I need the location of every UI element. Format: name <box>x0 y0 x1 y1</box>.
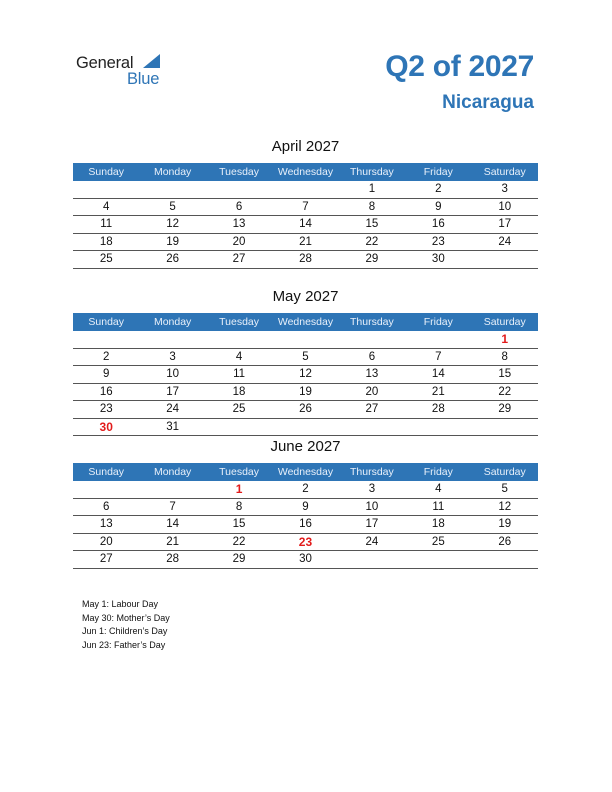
day-cell: 7 <box>169 500 176 513</box>
week-row <box>73 181 538 199</box>
day-cell: 25 <box>99 253 113 265</box>
day-cell: 13 <box>232 218 246 230</box>
empty-day-cell <box>339 331 405 348</box>
month-april <box>73 137 538 269</box>
month-title: April 2027 <box>271 138 340 155</box>
logo-blue-text: Blue <box>127 70 160 88</box>
day-cell: 27 <box>232 253 246 265</box>
logo <box>76 52 176 88</box>
empty-day-cell <box>472 551 538 568</box>
holiday-notes <box>82 598 170 652</box>
day-cell: 11 <box>432 500 445 513</box>
day-cell: 17 <box>166 385 180 398</box>
weekday-saturday: Saturday <box>483 466 526 478</box>
day-cell: 31 <box>166 420 180 433</box>
day-cell: 12 <box>166 218 180 230</box>
month-title: May 2027 <box>272 288 339 305</box>
day-cell: 29 <box>232 553 246 565</box>
holiday-note: Jun 1: Children’s Day <box>82 626 168 636</box>
day-cell: 18 <box>232 385 246 398</box>
day-cell: 17 <box>365 518 379 530</box>
day-cell: 7 <box>302 200 309 213</box>
day-cell: 22 <box>365 235 379 248</box>
weekday-header <box>73 313 538 331</box>
day-cell: 8 <box>501 350 508 363</box>
empty-day-cell <box>272 419 338 436</box>
holiday-note: May 1: Labour Day <box>82 599 159 609</box>
weekday-header <box>73 463 538 481</box>
day-cell: 16 <box>99 385 113 398</box>
day-cell: 30 <box>431 253 445 265</box>
week-row <box>73 349 538 367</box>
day-cell: 28 <box>431 403 445 415</box>
holiday-day-cell: 23 <box>298 534 313 549</box>
weekday-monday: Monday <box>153 166 192 178</box>
day-cell: 3 <box>501 183 508 195</box>
day-cell: 18 <box>431 518 445 530</box>
day-cell: 19 <box>166 235 180 248</box>
empty-day-cell <box>139 331 205 348</box>
weekday-sunday: Sunday <box>88 316 125 328</box>
weekday-tuesday: Tuesday <box>219 466 259 478</box>
day-cell: 14 <box>431 368 445 380</box>
day-cell: 9 <box>435 200 442 213</box>
day-cell: 2 <box>103 350 110 363</box>
day-cell: 9 <box>302 500 309 513</box>
day-cell: 12 <box>498 500 512 513</box>
weekday-sunday: Sunday <box>88 466 125 478</box>
holiday-day-cell: 30 <box>99 419 113 434</box>
empty-day-cell <box>206 419 272 436</box>
day-cell: 4 <box>435 483 442 495</box>
empty-day-cell <box>206 331 272 348</box>
week-row <box>73 251 538 269</box>
day-cell: 14 <box>299 218 312 230</box>
day-cell: 27 <box>99 553 113 565</box>
day-cell: 3 <box>368 483 376 495</box>
day-cell: 13 <box>99 518 113 530</box>
day-cell: 26 <box>498 535 512 548</box>
empty-day-cell <box>472 419 538 436</box>
day-cell: 9 <box>103 368 110 380</box>
day-cell: 28 <box>166 553 180 565</box>
month-title: June 2027 <box>270 438 341 455</box>
day-cell: 20 <box>99 535 113 548</box>
day-cell: 23 <box>99 403 113 415</box>
weekday-tuesday: Tuesday <box>219 316 259 328</box>
day-cell: 21 <box>166 535 180 548</box>
day-cell: 5 <box>501 483 508 495</box>
empty-day-cell <box>339 551 405 568</box>
day-cell: 30 <box>299 553 312 565</box>
empty-day-cell <box>206 181 272 198</box>
day-cell: 24 <box>166 403 180 415</box>
day-cell: 1 <box>368 183 376 195</box>
logo-triangle-icon <box>141 53 161 69</box>
day-cell: 27 <box>365 403 379 415</box>
weekday-wednesday: Wednesday <box>277 466 334 478</box>
day-cell: 28 <box>299 253 312 265</box>
month-grid <box>73 331 538 436</box>
week-row <box>73 481 538 499</box>
page-title: Q2 of 2027 <box>385 50 534 83</box>
weekday-sunday: Sunday <box>88 166 125 178</box>
day-cell: 6 <box>368 350 376 363</box>
day-cell: 22 <box>232 535 246 548</box>
empty-day-cell <box>272 331 338 348</box>
month-june <box>73 437 538 569</box>
empty-day-cell <box>73 481 139 498</box>
logo-general-text: General <box>76 54 134 72</box>
day-cell: 6 <box>103 500 110 513</box>
day-cell: 24 <box>498 235 512 248</box>
weekday-monday: Monday <box>153 316 192 328</box>
day-cell: 21 <box>431 385 445 398</box>
weekday-tuesday: Tuesday <box>219 166 259 178</box>
empty-day-cell <box>73 181 139 198</box>
day-cell: 4 <box>103 200 110 213</box>
day-cell: 11 <box>100 218 113 230</box>
empty-day-cell <box>472 251 538 268</box>
week-row <box>73 499 538 517</box>
day-cell: 23 <box>431 235 445 248</box>
empty-day-cell <box>405 551 471 568</box>
day-cell: 4 <box>235 350 243 363</box>
day-cell: 8 <box>235 500 243 513</box>
day-cell: 20 <box>365 385 379 398</box>
empty-day-cell <box>272 181 338 198</box>
day-cell: 10 <box>166 368 180 380</box>
weekday-friday: Friday <box>423 466 453 478</box>
day-cell: 22 <box>498 385 512 398</box>
week-row <box>73 384 538 402</box>
day-cell: 12 <box>299 368 312 380</box>
day-cell: 3 <box>169 350 176 363</box>
day-cell: 29 <box>498 403 512 415</box>
day-cell: 8 <box>368 200 376 213</box>
day-cell: 5 <box>169 200 176 213</box>
day-cell: 10 <box>498 200 512 213</box>
weekday-friday: Friday <box>423 316 453 328</box>
day-cell: 16 <box>431 218 445 230</box>
weekday-friday: Friday <box>423 166 453 178</box>
weekday-wednesday: Wednesday <box>277 316 334 328</box>
day-cell: 6 <box>235 200 243 213</box>
day-cell: 20 <box>232 235 246 248</box>
day-cell: 18 <box>99 235 113 248</box>
week-row <box>73 366 538 384</box>
weekday-monday: Monday <box>153 466 192 478</box>
weekday-thursday: Thursday <box>350 166 394 178</box>
week-row <box>73 331 538 349</box>
empty-day-cell <box>73 331 139 348</box>
day-cell: 17 <box>498 218 512 230</box>
day-cell: 19 <box>299 385 312 398</box>
month-grid <box>73 181 538 269</box>
empty-day-cell <box>139 181 205 198</box>
day-cell: 2 <box>435 183 442 195</box>
country-name: Nicaragua <box>442 92 534 113</box>
day-cell: 19 <box>498 518 512 530</box>
week-row <box>73 216 538 234</box>
holiday-note: Jun 23: Father’s Day <box>82 639 166 650</box>
day-cell: 7 <box>435 350 442 363</box>
day-cell: 14 <box>166 518 180 530</box>
day-cell: 25 <box>431 535 445 548</box>
day-cell: 2 <box>302 483 309 495</box>
week-row <box>73 199 538 217</box>
month-may <box>73 287 538 436</box>
day-cell: 25 <box>232 403 246 415</box>
day-cell: 26 <box>166 253 180 265</box>
day-cell: 29 <box>365 253 379 265</box>
weekday-thursday: Thursday <box>350 316 394 328</box>
holiday-day-cell: 1 <box>235 482 243 496</box>
week-row <box>73 419 538 437</box>
day-cell: 10 <box>365 500 379 513</box>
week-row <box>73 551 538 569</box>
empty-day-cell <box>405 419 471 436</box>
day-cell: 15 <box>232 518 246 530</box>
month-grid <box>73 481 538 569</box>
day-cell: 16 <box>299 518 312 530</box>
day-cell: 15 <box>365 218 379 230</box>
day-cell: 21 <box>299 235 312 248</box>
day-cell: 13 <box>365 368 379 380</box>
weekday-wednesday: Wednesday <box>277 166 334 178</box>
weekday-header <box>73 163 538 181</box>
empty-day-cell <box>339 419 405 436</box>
week-row <box>73 234 538 252</box>
weekday-saturday: Saturday <box>483 166 526 178</box>
day-cell: 5 <box>302 350 309 363</box>
weekday-saturday: Saturday <box>483 316 526 328</box>
empty-day-cell <box>139 481 205 498</box>
holiday-day-cell: 1 <box>501 332 509 346</box>
day-cell: 15 <box>498 368 512 380</box>
week-row <box>73 534 538 552</box>
week-row <box>73 401 538 419</box>
weekday-thursday: Thursday <box>350 466 394 478</box>
day-cell: 26 <box>299 403 312 415</box>
holiday-note: May 30: Mother’s Day <box>82 612 170 623</box>
day-cell: 11 <box>233 368 246 380</box>
day-cell: 24 <box>365 535 379 548</box>
week-row <box>73 516 538 534</box>
empty-day-cell <box>405 331 471 348</box>
